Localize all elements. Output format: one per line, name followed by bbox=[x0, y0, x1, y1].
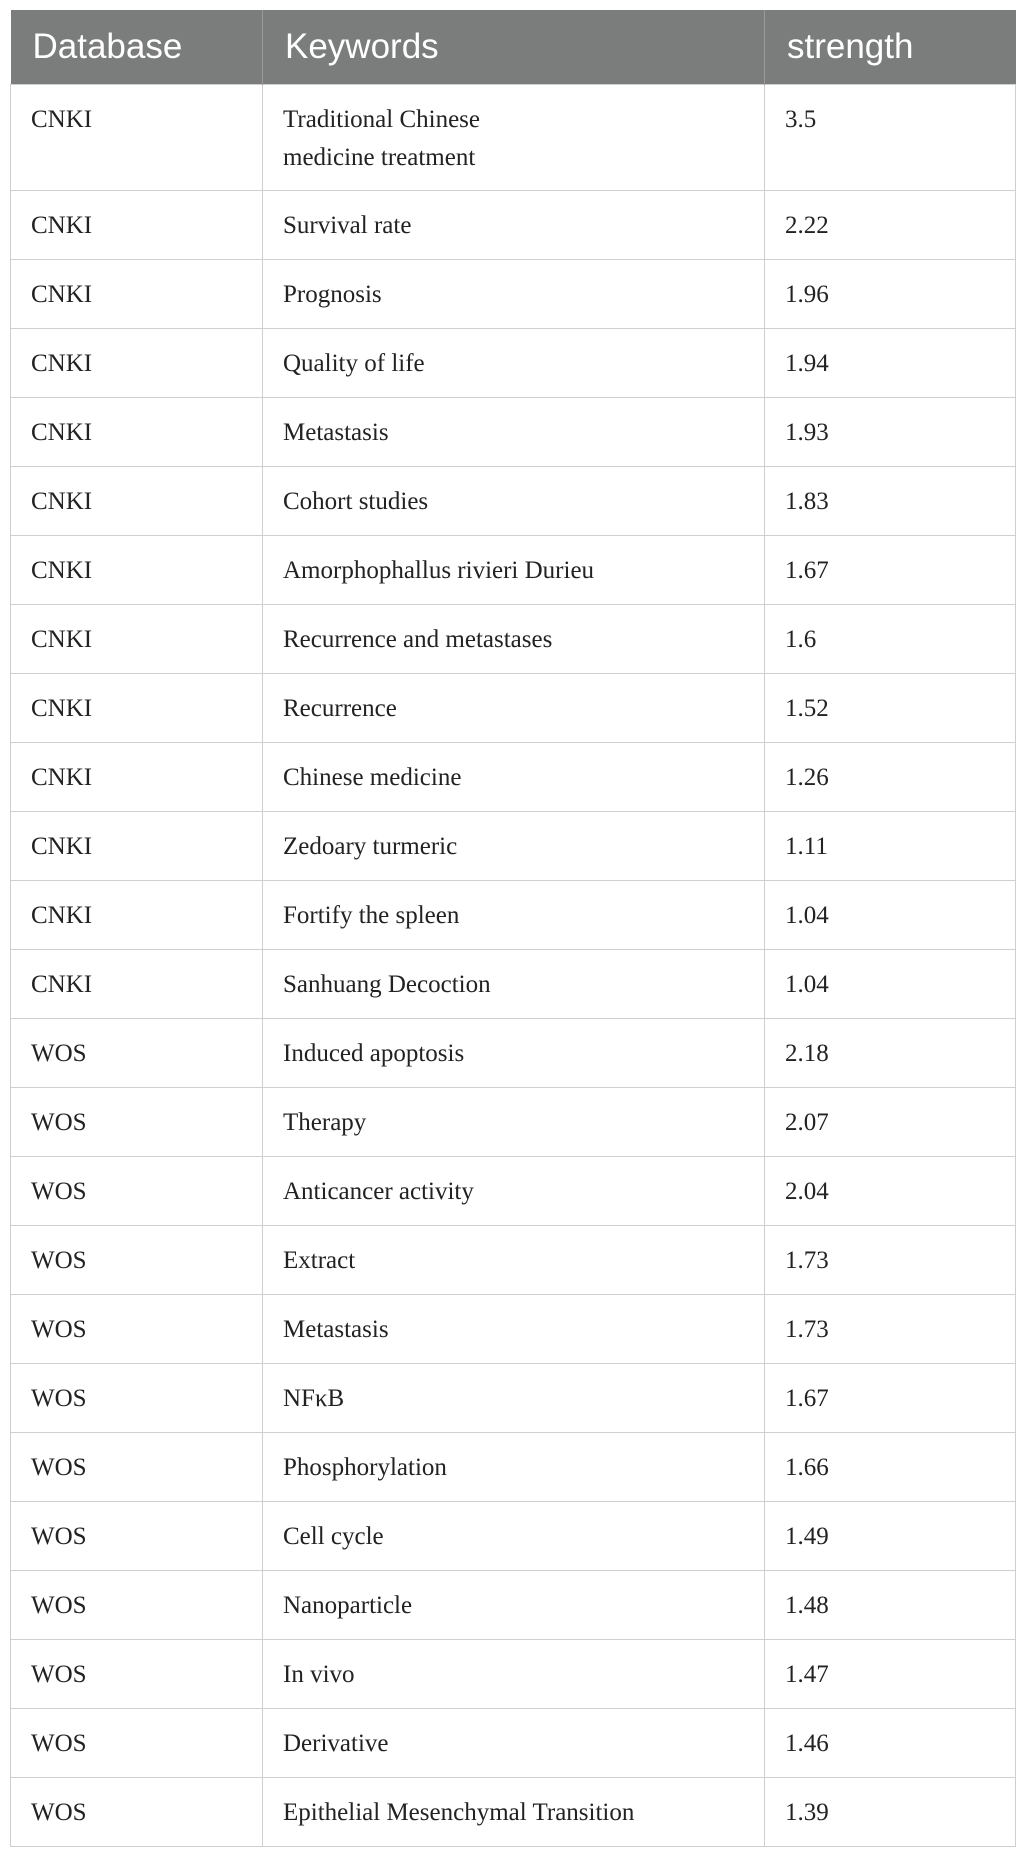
cell-keyword: Fortify the spleen bbox=[263, 880, 765, 949]
table-row bbox=[11, 1018, 1016, 1087]
cell-database: WOS bbox=[11, 1501, 263, 1570]
table-row bbox=[11, 1708, 1016, 1777]
table-row bbox=[11, 466, 1016, 535]
cell-keyword: Quality of life bbox=[263, 328, 765, 397]
cell-keyword: Zedoary turmeric bbox=[263, 811, 765, 880]
cell-keyword: Metastasis bbox=[263, 397, 765, 466]
table-row bbox=[11, 604, 1016, 673]
cell-database: CNKI bbox=[11, 949, 263, 1018]
cell-keyword: Metastasis bbox=[263, 1294, 765, 1363]
table-row bbox=[11, 1777, 1016, 1846]
cell-keyword: Survival rate bbox=[263, 190, 765, 259]
cell-database: CNKI bbox=[11, 742, 263, 811]
cell-database: WOS bbox=[11, 1708, 263, 1777]
table-header bbox=[11, 10, 1016, 84]
cell-database: CNKI bbox=[11, 328, 263, 397]
cell-keyword: Recurrence bbox=[263, 673, 765, 742]
cell-database: CNKI bbox=[11, 811, 263, 880]
cell-database: WOS bbox=[11, 1432, 263, 1501]
cell-database: WOS bbox=[11, 1156, 263, 1225]
cell-strength: 1.46 bbox=[765, 1708, 1016, 1777]
table-row bbox=[11, 880, 1016, 949]
cell-strength: 1.73 bbox=[765, 1225, 1016, 1294]
header-strength: strength bbox=[765, 10, 1016, 84]
cell-database: CNKI bbox=[11, 880, 263, 949]
cell-strength: 3.5 bbox=[765, 84, 1016, 190]
cell-strength: 1.67 bbox=[765, 535, 1016, 604]
table-row bbox=[11, 811, 1016, 880]
cell-database: WOS bbox=[11, 1639, 263, 1708]
cell-strength: 1.83 bbox=[765, 466, 1016, 535]
cell-keyword: Phosphorylation bbox=[263, 1432, 765, 1501]
table-row bbox=[11, 1156, 1016, 1225]
table-row bbox=[11, 259, 1016, 328]
cell-strength: 1.93 bbox=[765, 397, 1016, 466]
header-row bbox=[11, 10, 1016, 84]
table-row bbox=[11, 673, 1016, 742]
cell-strength: 1.26 bbox=[765, 742, 1016, 811]
cell-database: CNKI bbox=[11, 535, 263, 604]
cell-keyword: In vivo bbox=[263, 1639, 765, 1708]
cell-database: WOS bbox=[11, 1294, 263, 1363]
cell-strength: 2.07 bbox=[765, 1087, 1016, 1156]
cell-database: WOS bbox=[11, 1363, 263, 1432]
table-row bbox=[11, 742, 1016, 811]
cell-database: CNKI bbox=[11, 190, 263, 259]
cell-keyword: Sanhuang Decoction bbox=[263, 949, 765, 1018]
cell-strength: 1.96 bbox=[765, 259, 1016, 328]
cell-keyword: Anticancer activity bbox=[263, 1156, 765, 1225]
table-row bbox=[11, 1363, 1016, 1432]
keyword-line: Traditional Chinese bbox=[283, 105, 480, 133]
cell-strength: 1.48 bbox=[765, 1570, 1016, 1639]
table-row bbox=[11, 1087, 1016, 1156]
cell-keyword: Extract bbox=[263, 1225, 765, 1294]
cell-keyword: Induced apoptosis bbox=[263, 1018, 765, 1087]
keywords-table bbox=[10, 10, 1016, 1847]
cell-strength: 2.04 bbox=[765, 1156, 1016, 1225]
cell-keyword: Nanoparticle bbox=[263, 1570, 765, 1639]
cell-keyword: Prognosis bbox=[263, 259, 765, 328]
cell-keyword: Epithelial Mesenchymal Transition bbox=[263, 1777, 765, 1846]
cell-database: WOS bbox=[11, 1087, 263, 1156]
table-row bbox=[11, 397, 1016, 466]
header-keywords: Keywords bbox=[263, 10, 765, 84]
table-row bbox=[11, 535, 1016, 604]
cell-strength: 1.66 bbox=[765, 1432, 1016, 1501]
cell-strength: 1.04 bbox=[765, 880, 1016, 949]
cell-strength: 1.39 bbox=[765, 1777, 1016, 1846]
table-row bbox=[11, 1225, 1016, 1294]
cell-keyword: Amorphophallus rivieri Durieu bbox=[263, 535, 765, 604]
table-row bbox=[11, 1639, 1016, 1708]
cell-strength: 2.18 bbox=[765, 1018, 1016, 1087]
table-row bbox=[11, 1501, 1016, 1570]
table-row bbox=[11, 328, 1016, 397]
cell-strength: 1.52 bbox=[765, 673, 1016, 742]
cell-database: CNKI bbox=[11, 84, 263, 190]
cell-database: WOS bbox=[11, 1018, 263, 1087]
table-row bbox=[11, 1294, 1016, 1363]
cell-strength: 1.11 bbox=[765, 811, 1016, 880]
cell-strength: 1.47 bbox=[765, 1639, 1016, 1708]
cell-keyword: Chinese medicine bbox=[263, 742, 765, 811]
cell-keyword: Derivative bbox=[263, 1708, 765, 1777]
cell-strength: 1.49 bbox=[765, 1501, 1016, 1570]
cell-keyword: Recurrence and metastases bbox=[263, 604, 765, 673]
cell-database: WOS bbox=[11, 1777, 263, 1846]
cell-strength: 1.94 bbox=[765, 328, 1016, 397]
cell-strength: 1.73 bbox=[765, 1294, 1016, 1363]
table-row bbox=[11, 1570, 1016, 1639]
header-database: Database bbox=[32, 26, 183, 66]
cell-database: CNKI bbox=[11, 397, 263, 466]
cell-database: CNKI bbox=[11, 673, 263, 742]
keyword-line: medicine treatment bbox=[283, 143, 476, 171]
cell-database: WOS bbox=[11, 1570, 263, 1639]
table-row bbox=[11, 1432, 1016, 1501]
table-row bbox=[11, 190, 1016, 259]
cell-keyword: Therapy bbox=[263, 1087, 765, 1156]
table-row bbox=[11, 84, 1016, 190]
cell-strength: 1.67 bbox=[765, 1363, 1016, 1432]
table-body bbox=[11, 84, 1016, 1846]
cell-database: CNKI bbox=[11, 466, 263, 535]
cell-database: WOS bbox=[11, 1225, 263, 1294]
table-row bbox=[11, 949, 1016, 1018]
cell-keyword bbox=[263, 84, 765, 190]
cell-database: CNKI bbox=[11, 604, 263, 673]
cell-strength: 1.04 bbox=[765, 949, 1016, 1018]
cell-strength: 1.6 bbox=[765, 604, 1016, 673]
cell-keyword: Cohort studies bbox=[263, 466, 765, 535]
cell-strength: 2.22 bbox=[765, 190, 1016, 259]
cell-keyword: Cell cycle bbox=[263, 1501, 765, 1570]
cell-database: CNKI bbox=[11, 259, 263, 328]
cell-keyword: NFκB bbox=[263, 1363, 765, 1432]
